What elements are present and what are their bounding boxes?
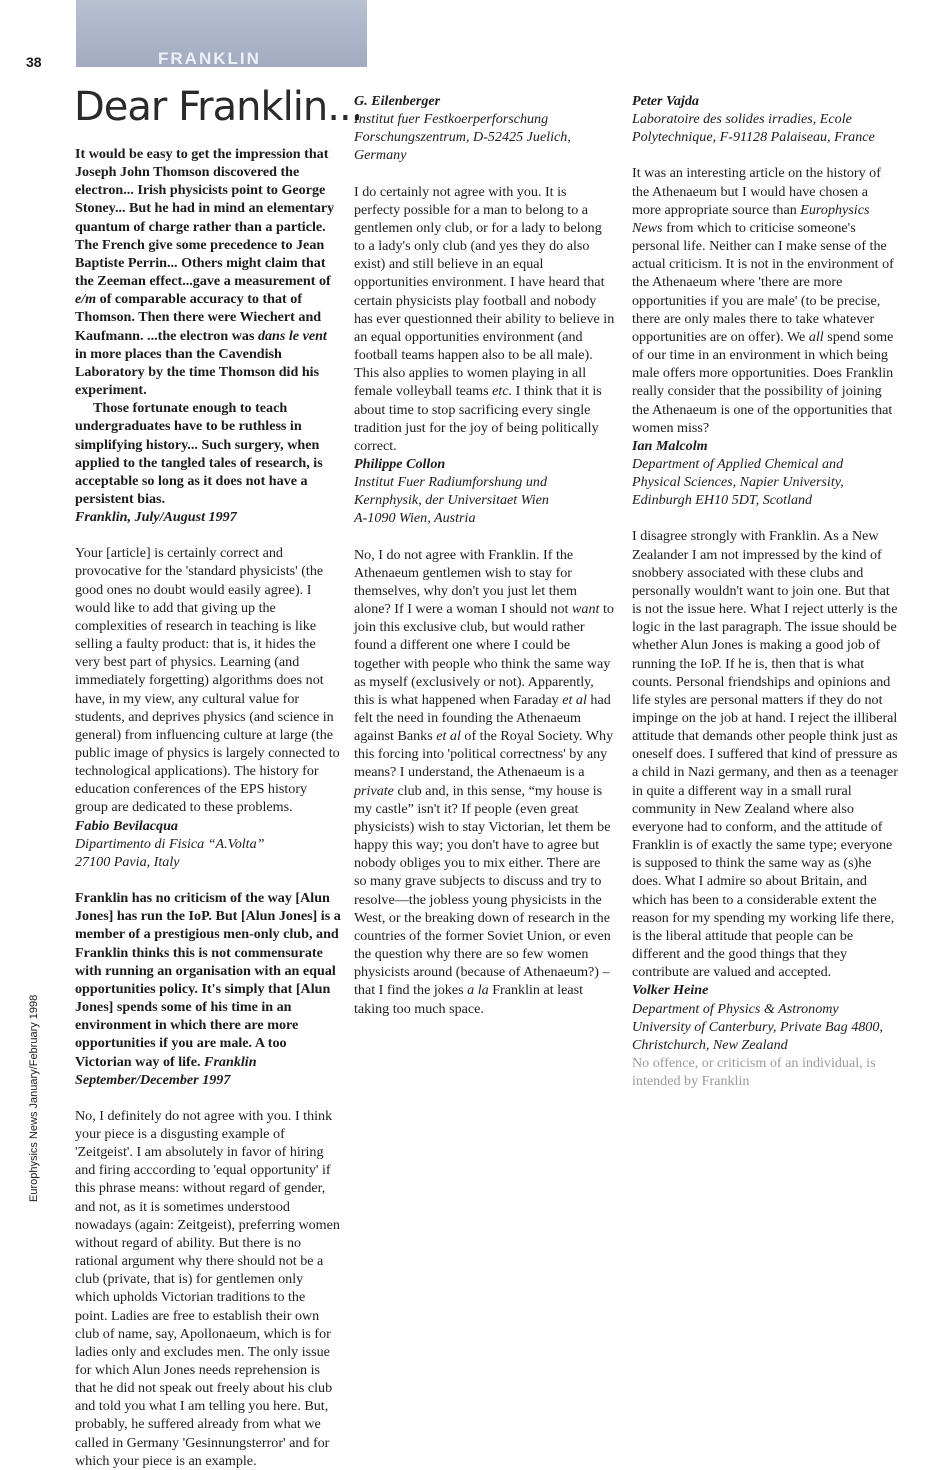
author-name: Volker Heine	[632, 982, 709, 999]
franklin-quote-2	[75, 889, 341, 1089]
letter-eilenberger-start	[75, 1107, 341, 1470]
column-3	[632, 92, 898, 1090]
author-name: Peter Vajda	[632, 93, 699, 109]
franklin-quote-1	[75, 145, 341, 526]
letter-collon	[354, 183, 616, 528]
editorial-footnote: No offence, or criticism of an individual, is intended by Franklin	[632, 1054, 876, 1090]
quote-1-paragraph-1: It would be easy to get the impression that Joseph John Thomson discovered the electron... Irish physicists point to George Stoney... But he had in mind an elementary quantum of charge rather than a particle. The French give some precedence to Jean Baptiste Perrin... Others might claim that the Zeeman effect...gave a measurement of e/m of comparable accuracy to that of Thomson. Then there were Wiechert and Kaufmann. ...the electron was dans le vent in more places than the Cavendish Laboratory by the time Thomson did his experiment.	[75, 146, 335, 399]
author-affiliation: Edinburgh EH10 5DT, Scotland	[632, 492, 813, 509]
quote-1-paragraph-2: Those fortunate enough to teach undergraduates have to be ruthless in simplifying history... Such surgery, when applied to the tangled tales of research, is acceptable so long as it does not have a persistent bias.	[75, 400, 323, 507]
author-affiliation: Physical Sciences, Napier University,	[632, 474, 844, 491]
author-affiliation: Institut fuer Festkoerperforschung	[354, 111, 549, 128]
author-name: Fabio Bevilacqua	[75, 817, 178, 834]
letter-body: Your [article] is certainly correct and provocative for the 'standard physicists' (the good ones no doubt would easily agree). I would like to add that giving up the complexities of research in teaching is like selling a faulty product: that is, it hides the very best part of physics. Learning (and immediately forgetting) algorithms does not have, in my view, any cultural value for students, and deprives physics (and science in general) from influencing culture at large (the public image of physics is largely connected to technological applications). The history for education conferences of the EPS history group are dedicated to these problems.	[75, 545, 340, 816]
letter-body: I do certainly not agree with you. It is perfecty possible for a man to belong to a gentlemen only club, or for a lady to belong to a lady's only club (and yes they do also exist) and still believe in an equal opportunities environment. I have heard that certain physicists play football and nobody has ever questionned their ability to believe in an equal opportunities environment (and football teams happen also to be all male). This also applies to women playing in all female volleyball teams etc. I think that it is about time to stop sacrificing every single tradition just for the joy of being politically correct.	[354, 183, 615, 454]
letter-body: No, I definitely do not agree with you. I think your piece is a disgusting example of 'Zeitgeist'. I am absolutely in favor of hiring and firing acccording to 'equal opportunity' if this phrase means: without regard of gender, and not, as it is sometimes understood nowadays (again: Zeitgeist), preferring women without regard of ability. But there is no rational argument why there should not be a club (private, that is) for gentlemen only which upholds Victorian traditions to the point. Ladies are free to establish their own club of name, say, Apollonaeum, which is for ladies only and excludes men. The only issue for which Alun Jones needs reprehension is that he did not speak out freely about his club and told you what I am telling you here. But, probably, he suffered already from what we called in Germany 'Gesinnungsterror' and for which your piece is an example.	[75, 1107, 340, 1469]
column-1	[75, 145, 341, 1470]
author-affiliation: Forschungszentrum, D-52425 Juelich,	[354, 129, 571, 146]
quote-1-source: Franklin, July/August 1997	[75, 509, 237, 526]
author-name: Philippe Collon	[354, 455, 446, 472]
quote-2-source: Franklin September/December 1997	[75, 1053, 257, 1088]
section-banner	[76, 0, 367, 67]
author-affiliation: Institut Fuer Radiumforshung und	[354, 474, 548, 491]
quote-2-body: Franklin has no criticism of the way [Alun Jones] has run the IoP. But [Alun Jones] is a member of a prestigious men-only club, and Franklin thinks this is not commensurate with running an organisation with an equal opportunities policy. It's simply that [Alun Jones] spends some of his time in an environment in which there are more opportunities if you are male. A too Victorian way of life.	[75, 890, 341, 1070]
author-affiliation: Department of Physics & Astronomy	[632, 1000, 839, 1017]
author-affiliation: Polytechnique, F-91128 Palaiseau, France	[632, 129, 875, 146]
author-affiliation: Department of Applied Chemical and	[632, 455, 844, 472]
author-affiliation: 27100 Pavia, Italy	[75, 853, 180, 870]
author-affiliation: Kernphysik, der Universitaet Wien	[354, 492, 549, 509]
letter-body: I disagree strongly with Franklin. As a New Zealander I am not impressed by the kind of snobbery associated with these clubs and personally wouldn't want to join one. But that is not the issue here. What I reject utterly is the logic in the last paragraph. The issue should be whether Alun Jones is making a good job of running the IoP. If he is, then that is what counts. Personal friendships and opinions and life styles are personal matters if they do not impinge on the job at hand. I reject the illiberal attitude that demands other people think just as oneself does. I suffered that kind of pressure as a child in Nazi germany, and then as a teenager in quite a different way in a small rural community in New Zealand where also everyone had to conform, and the attitude of Franklin is of exactly the same type; everyone is supposed to think the same way as (s)he does. What I admire so about Britain, and which has been to a considerable extent the reason for my spending my working life there, is the liberal attitude that people can be different and the good things that they contribute are valued and accepted.	[632, 528, 898, 981]
author-name: Ian Malcolm	[632, 437, 708, 454]
author-affiliation: Christchurch, New Zealand	[632, 1036, 788, 1053]
letter-eilenberger-signature	[354, 92, 616, 165]
author-affiliation: A-1090 Wien, Austria	[354, 510, 476, 527]
journal-side-label: Europhysics News January/February 1998	[28, 994, 40, 1202]
letter-body: No, I do not agree with Franklin. If the Athenaeum gentlemen wish to stay for themselves, why don't you just let them alone? If I were a woman I should not want to join this exclusive club, but would rather found a different one where I could be together with people who think the same way as myself (exclusively or not). Apparently, this is what happened when Faraday et al had felt the need in founding the Athenaeum against Banks et al of the Royal Society. Why this forcing into 'political correctness' by any means? I understand, the Athenaeum is a private club and, in this sense, “my house is my castle” isn't it? If people (even great physicists) wish to stay Victorian, let them be happy this way; you don't have to agree but nobody obliges you to mix either. There are so many grave subjects to discuss and try to resolve—the jobless young physicists in the West, or the breaking down of research in the countries of the former Soviet Union, or even the question why there are so few women physicists around (because of Athenaeum?) – that I find the jokes a la Franklin at least taking too much space.	[354, 546, 614, 1017]
column-2	[354, 92, 616, 1018]
letter-vajda-start	[354, 546, 616, 1018]
page-number: 38	[26, 54, 42, 70]
author-affiliation: University of Canterbury, Private Bag 4800,	[632, 1018, 883, 1035]
letter-heine	[632, 527, 898, 1090]
author-affiliation: Germany	[354, 147, 407, 164]
author-affiliation: Laboratoire des solides irradies, Ecole	[632, 111, 852, 128]
letter-bevilacqua	[75, 544, 341, 871]
letter-malcolm	[632, 164, 898, 509]
author-name: G. Eilenberger	[354, 93, 441, 109]
letter-body: It was an interesting article on the history of the Athenaeum but I would have chosen a more appropriate source than Europhysics News from which to criticise someone's personal life. Neither can I make sense of the actual criticism. It is not in the environment of the Athenaeum where 'there are more opportunities if you are male' (to be precise, there are only males there to take whatever opportunities are on offer). We all spend some of our time in an environment in which being male offers more opportunities. Does Franklin really consider that the possibility of joining the Athenaeum is one of the opportunities that women miss?	[632, 165, 894, 436]
author-affiliation: Dipartimento di Fisica “A.Volta”	[75, 835, 265, 852]
page-title: Dear Franklin...	[74, 84, 363, 130]
section-label: FRANKLIN	[158, 49, 261, 68]
letter-vajda-signature	[632, 92, 898, 146]
